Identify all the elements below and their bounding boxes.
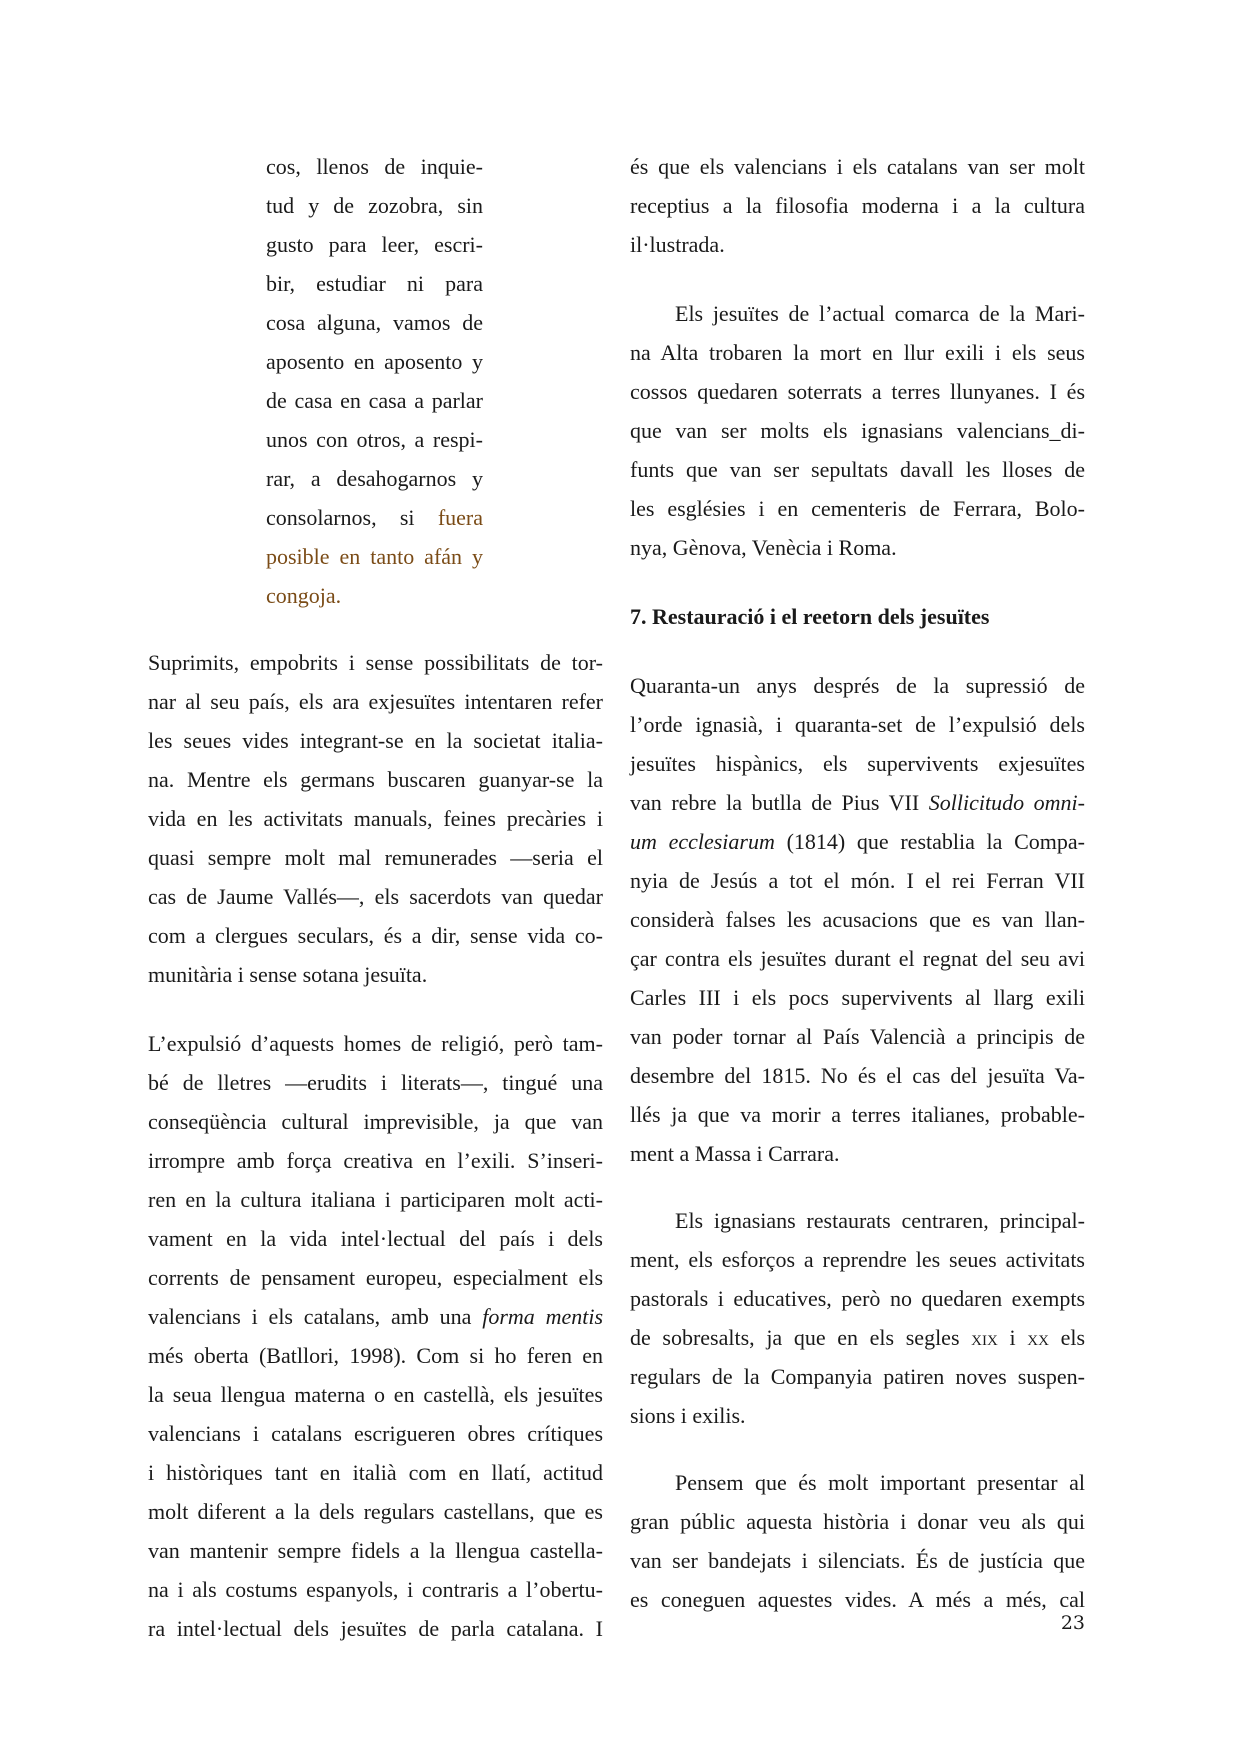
text-line: les esglésies i en cementeris de Ferrara, Bolo- (630, 496, 1085, 521)
text-line: ra intel·lectual dels jesuïtes de parla catalana. I (148, 1616, 603, 1641)
text-line: irrompre amb força creativa en l’exili. S’inseri- (148, 1148, 603, 1173)
text-line: Pensem que és molt important presentar al (675, 1470, 1085, 1495)
text-line: van poder tornar al País Valencià a principis de (630, 1024, 1085, 1049)
text-line: la seua llengua materna o en castellà, els jesuïtes (148, 1382, 603, 1407)
text-line: molt diferent a la dels regulars castellans, que es (148, 1499, 603, 1524)
text-line: pastorals i educatives, però no quedaren exempts (630, 1286, 1085, 1311)
text-segment: van rebre la butlla de Pius VII (630, 790, 920, 815)
text-line: nya, Gènova, Venècia i Roma. (630, 535, 897, 560)
text-line: l’orde ignasià, i quaranta-set de l’expulsió dels (630, 712, 1085, 737)
text-line: com a clergues seculars, és a dir, sense vida co- (148, 923, 603, 948)
text-line: van ser bandejats i silenciats. És de justícia que (630, 1548, 1085, 1573)
century-numeral: xix (971, 1325, 998, 1350)
text-line: regulars de la Companyia patiren noves suspen- (630, 1364, 1085, 1389)
quote-line: tud y de zozobra, sin (266, 193, 483, 218)
italic-term: forma mentis (482, 1304, 604, 1329)
text-segment: valencians i els catalans, amb una (148, 1304, 472, 1329)
text-line (148, 1297, 603, 1336)
text-line: les seues vides integrant-se en la societat italia- (148, 728, 603, 753)
paragraph-expulsio (148, 1024, 603, 1648)
text-line: jesuïtes hispànics, els supervivents exjesuïtes (630, 751, 1085, 776)
quote-line: cosa alguna, vamos de (266, 310, 483, 335)
left-column (148, 147, 603, 1648)
text-line: vida en les activitats manuals, feines precàries i (148, 806, 603, 831)
paragraph-continuation (630, 147, 1085, 264)
text-line: munitària i sense sotana jesuïta. (148, 962, 428, 987)
text-line: na Alta trobaren la mort en llur exili i els seus (630, 340, 1085, 365)
text-line: Quaranta-un anys després de la supressió de (630, 673, 1085, 698)
text-line: receptius a la filosofia moderna i a la cultura (630, 193, 1085, 218)
quote-line: gusto para leer, escri- (266, 232, 483, 257)
text-line: i històriques tant en italià com en llatí, actitud (148, 1460, 603, 1485)
text-line: vament en la vida intel·lectual del país i dels (148, 1226, 603, 1251)
text-segment: (1814) que restablia la Compa- (786, 829, 1085, 854)
text-line: ren en la cultura italiana i participaren molt acti- (148, 1187, 603, 1212)
quote-line: cos, llenos de inquie- (266, 154, 483, 179)
paragraph-restauracio (630, 666, 1085, 1173)
text-line: és que els valencians i els catalans van ser molt (630, 154, 1085, 179)
text-line: quasi sempre molt mal remunerades —seria el (148, 845, 603, 870)
text-line: Carles III i els pocs supervivents al llarg exili (630, 985, 1085, 1010)
quote-line: de casa en casa a parlar (266, 388, 483, 413)
text-line: valencians i catalans escrigueren obres crítiques (148, 1421, 603, 1446)
quote-line: rar, a desahogarnos y (266, 466, 483, 491)
quote-line (266, 498, 483, 537)
text-line: cas de Jaume Vallés—, els sacerdots van quedar (148, 884, 603, 909)
text-line: nar al seu país, els ara exjesuïtes intentaren refer (148, 689, 603, 714)
text-line (630, 822, 1085, 861)
text-line: ment a Massa i Carrara. (630, 1141, 840, 1166)
text-line: L’expulsió d’aquests homes de religió, però tam- (148, 1031, 603, 1056)
italic-title: um ecclesiarum (630, 829, 775, 854)
right-column (630, 147, 1085, 1619)
text-segment: de sobresalts, ja que en els segles (630, 1325, 960, 1350)
text-line: desembre del 1815. No és el cas del jesuïta Va- (630, 1063, 1085, 1088)
paragraph-ignasians (630, 1201, 1085, 1435)
quote-text: consolarnos, si (266, 505, 415, 530)
text-line: conseqüència cultural imprevisible, ja que van (148, 1109, 603, 1134)
text-line: cossos quedaren soterrats a terres llunyanes. I és (630, 379, 1085, 404)
text-line: çar contra els jesuïtes durant el regnat del seu avi (630, 946, 1085, 971)
quote-line: aposento en aposento y (266, 349, 483, 374)
text-line: sions i exilis. (630, 1403, 746, 1428)
text-line: il·lustrada. (630, 232, 725, 257)
text-segment: els (1060, 1325, 1086, 1350)
text-line: na. Mentre els germans buscaren guanyar-se la (148, 767, 603, 792)
text-line: ment, els esforços a reprendre les seues activitats (630, 1247, 1085, 1272)
text-line: més oberta (Batllori, 1998). Com si ho feren en (148, 1343, 603, 1368)
quote-line: bir, estudiar ni para (266, 271, 483, 296)
italic-title: Sollicitudo omni- (928, 790, 1085, 815)
century-numeral: xx (1027, 1325, 1049, 1350)
text-line: llés ja que va morir a terres italianes, probable- (630, 1102, 1085, 1127)
section-heading: 7. Restauració i el reetorn dels jesuïtes (630, 604, 990, 629)
quote-highlight: fuera (437, 505, 484, 530)
text-line: van mantenir sempre fidels a la llengua castella- (148, 1538, 603, 1563)
text-line: Suprimits, empobrits i sense possibilitats de tor- (148, 650, 603, 675)
text-line: considerà falses les acusacions que es van llan- (630, 907, 1085, 932)
paragraph-suprimits (148, 643, 603, 994)
text-line: es coneguen aquestes vides. A més a més, cal (630, 1587, 1085, 1612)
text-line: na i als costums espanyols, i contraris a l’obertu- (148, 1577, 603, 1602)
quote-line-highlight: posible en tanto afán y (266, 544, 483, 569)
block-quote (266, 147, 483, 615)
text-line (630, 1318, 1085, 1357)
paragraph-marina-alta (630, 294, 1085, 567)
text-line (630, 783, 1085, 822)
text-line: funts que van ser sepultats davall les lloses de (630, 457, 1085, 482)
text-segment: i (1009, 1325, 1016, 1350)
text-line: gran públic aquesta història i donar veu als qui (630, 1509, 1085, 1534)
quote-line: unos con otros, a respi- (266, 427, 483, 452)
page-number: 23 (1060, 1612, 1085, 1634)
text-line: nyia de Jesús a tot el món. I el rei Ferran VII (630, 868, 1085, 893)
text-line: Els ignasians restaurats centraren, principal- (675, 1208, 1085, 1233)
text-line: bé de lletres —erudits i literats—, tingué una (148, 1070, 603, 1095)
quote-line-highlight: congoja. (266, 583, 342, 608)
paragraph-pensem (630, 1463, 1085, 1619)
text-line: corrents de pensament europeu, especialment els (148, 1265, 603, 1290)
text-line: que van ser molts els ignasians valencians_di- (630, 418, 1085, 443)
text-line: Els jesuïtes de l’actual comarca de la Mari- (675, 301, 1085, 326)
